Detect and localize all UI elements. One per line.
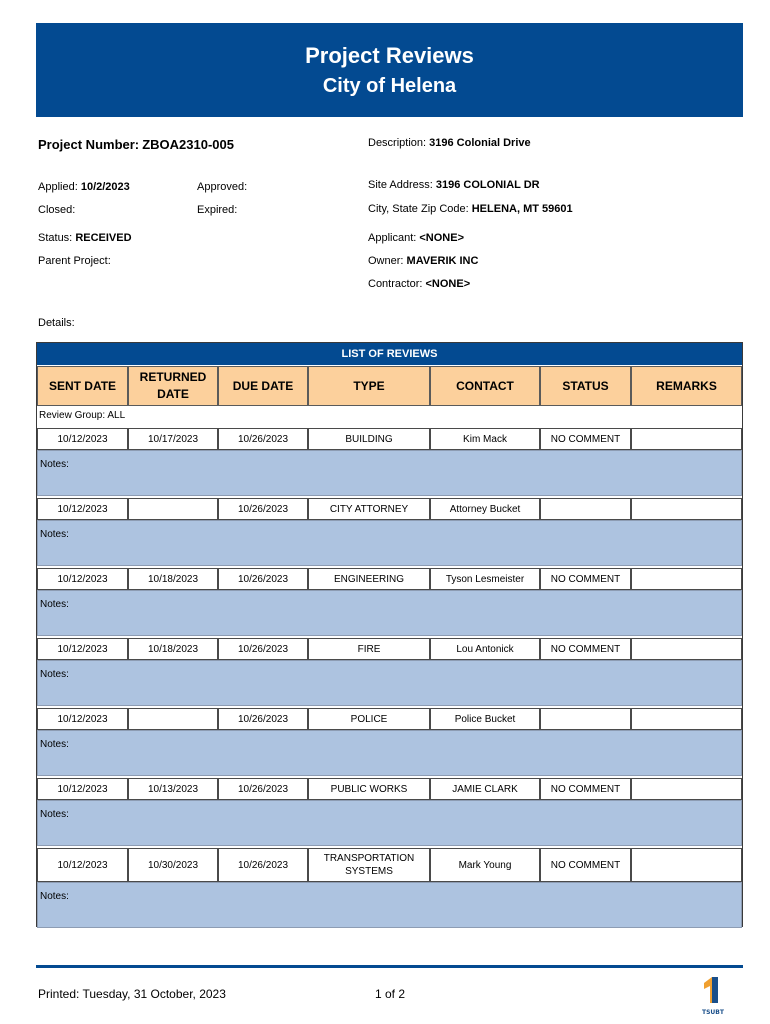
cell-status: [540, 708, 631, 730]
cell-returned-date: 10/18/2023: [128, 568, 218, 590]
description-value: 3196 Colonial Drive: [429, 137, 531, 149]
table-row: [37, 848, 742, 882]
city-state-zip: [368, 203, 573, 215]
cell-returned-date: 10/13/2023: [128, 778, 218, 800]
column-header-remarks: REMARKS: [631, 366, 742, 406]
cell-sent-date: 10/12/2023: [37, 568, 128, 590]
cell-due-date: 10/26/2023: [218, 568, 308, 590]
column-header-sent-date: SENT DATE: [37, 366, 128, 406]
notes-label: Notes:: [40, 669, 69, 680]
expired: [197, 204, 237, 216]
contractor-label: Contractor:: [368, 278, 423, 290]
cell-returned-date: 10/30/2023: [128, 848, 218, 882]
cell-due-date: 10/26/2023: [218, 638, 308, 660]
description: [368, 137, 531, 149]
notes-label: Notes:: [40, 529, 69, 540]
cell-type: PUBLIC WORKS: [308, 778, 430, 800]
cell-due-date: 10/26/2023: [218, 428, 308, 450]
cell-due-date: 10/26/2023: [218, 498, 308, 520]
cell-remarks: [631, 568, 742, 590]
column-header-returned-date: RETURNED DATE: [128, 366, 218, 406]
project-number-value: ZBOA2310-005: [142, 137, 234, 152]
svg-text:TSUBT: TSUBT: [702, 1009, 724, 1016]
review-group-label: Review Group: ALL: [39, 410, 126, 421]
cell-type: TRANSPORTATION SYSTEMS: [308, 848, 430, 882]
cell-type: CITY ATTORNEY: [308, 498, 430, 520]
applied-label: Applied:: [38, 181, 78, 193]
parent-project-label: Parent Project:: [38, 255, 111, 267]
cell-sent-date: 10/12/2023: [37, 708, 128, 730]
cell-sent-date: 10/12/2023: [37, 498, 128, 520]
details: [38, 317, 75, 329]
page-number: 1 of 2: [375, 987, 406, 1001]
cell-remarks: [631, 848, 742, 882]
cell-status: NO COMMENT: [540, 428, 631, 450]
site-address-label: Site Address:: [368, 179, 433, 191]
owner: [368, 255, 478, 267]
printed-date: Printed: Tuesday, 31 October, 2023: [38, 987, 226, 1001]
notes-row: [37, 730, 742, 776]
owner-label: Owner:: [368, 255, 404, 267]
cell-contact: Attorney Bucket: [430, 498, 540, 520]
cell-status: [540, 498, 631, 520]
cell-type: FIRE: [308, 638, 430, 660]
owner-value: MAVERIK INC: [406, 255, 479, 267]
table-row: [37, 708, 742, 730]
cell-due-date: 10/26/2023: [218, 778, 308, 800]
city-label: City, State Zip Code:: [368, 203, 469, 215]
cell-contact: JAMIE CLARK: [430, 778, 540, 800]
report-subtitle: City of Helena: [322, 75, 457, 97]
description-label: Description:: [368, 137, 427, 149]
applied: [38, 181, 130, 193]
closed-label: Closed:: [38, 204, 76, 216]
project-number: [38, 137, 234, 152]
cell-contact: Mark Young: [430, 848, 540, 882]
notes-row: [37, 590, 742, 636]
cell-type: POLICE: [308, 708, 430, 730]
report-header: [36, 23, 743, 117]
site-address-value: 3196 COLONIAL DR: [435, 179, 540, 191]
reviews-title: LIST OF REVIEWS: [37, 343, 742, 365]
approved-label: Approved:: [197, 181, 248, 193]
approved: [197, 181, 247, 193]
notes-row: [37, 800, 742, 846]
cell-remarks: [631, 778, 742, 800]
notes-row: [37, 660, 742, 706]
contractor: [368, 278, 470, 290]
applicant: [368, 232, 464, 244]
applicant-label: Applicant:: [368, 232, 417, 244]
notes-label: Notes:: [40, 809, 69, 820]
notes-label: Notes:: [40, 739, 69, 750]
cell-due-date: 10/26/2023: [218, 848, 308, 882]
cell-remarks: [631, 428, 742, 450]
cell-status: NO COMMENT: [540, 848, 631, 882]
table-row: [37, 498, 742, 520]
organization-logo: [700, 975, 726, 1017]
cell-sent-date: 10/12/2023: [37, 428, 128, 450]
applied-value: 10/2/2023: [80, 181, 130, 193]
cell-type: BUILDING: [308, 428, 430, 450]
notes-row: [37, 882, 742, 928]
cell-due-date: 10/26/2023: [218, 708, 308, 730]
notes-label: Notes:: [40, 599, 69, 610]
cell-status: NO COMMENT: [540, 638, 631, 660]
details-label: Details:: [38, 317, 75, 329]
status-label: Status:: [38, 232, 73, 244]
cell-sent-date: 10/12/2023: [37, 778, 128, 800]
cell-remarks: [631, 498, 742, 520]
cell-sent-date: 10/12/2023: [37, 848, 128, 882]
parent-project: [38, 255, 111, 267]
cell-contact: Kim Mack: [430, 428, 540, 450]
cell-sent-date: 10/12/2023: [37, 638, 128, 660]
table-row: [37, 778, 742, 800]
closed: [38, 204, 75, 216]
table-row: [37, 638, 742, 660]
cell-contact: Police Bucket: [430, 708, 540, 730]
site-address: [368, 179, 540, 191]
cell-returned-date: [128, 708, 218, 730]
cell-contact: Tyson Lesmeister: [430, 568, 540, 590]
project-number-label: Project Number:: [38, 137, 140, 152]
cell-returned-date: 10/17/2023: [128, 428, 218, 450]
column-header-status: STATUS: [540, 366, 631, 406]
contractor-value: <NONE>: [425, 278, 471, 290]
column-header-due-date: DUE DATE: [218, 366, 308, 406]
reviews-table: [36, 342, 743, 927]
cell-remarks: [631, 638, 742, 660]
notes-row: [37, 450, 742, 496]
notes-label: Notes:: [40, 459, 69, 470]
report-title: Project Reviews: [305, 43, 474, 68]
table-row: [37, 428, 742, 450]
notes-row: [37, 520, 742, 566]
cell-status: NO COMMENT: [540, 778, 631, 800]
notes-label: Notes:: [40, 891, 69, 902]
cell-status: NO COMMENT: [540, 568, 631, 590]
cell-type: ENGINEERING: [308, 568, 430, 590]
footer-divider: [36, 965, 743, 968]
city-value: HELENA, MT 59601: [471, 203, 573, 215]
cell-remarks: [631, 708, 742, 730]
cell-returned-date: 10/18/2023: [128, 638, 218, 660]
cell-contact: Lou Antonick: [430, 638, 540, 660]
expired-label: Expired:: [197, 204, 238, 216]
column-header-contact: CONTACT: [430, 366, 540, 406]
status: [38, 232, 132, 244]
applicant-value: <NONE>: [419, 232, 465, 244]
column-header-type: TYPE: [308, 366, 430, 406]
cell-returned-date: [128, 498, 218, 520]
status-value: RECEIVED: [75, 232, 132, 244]
table-row: [37, 568, 742, 590]
